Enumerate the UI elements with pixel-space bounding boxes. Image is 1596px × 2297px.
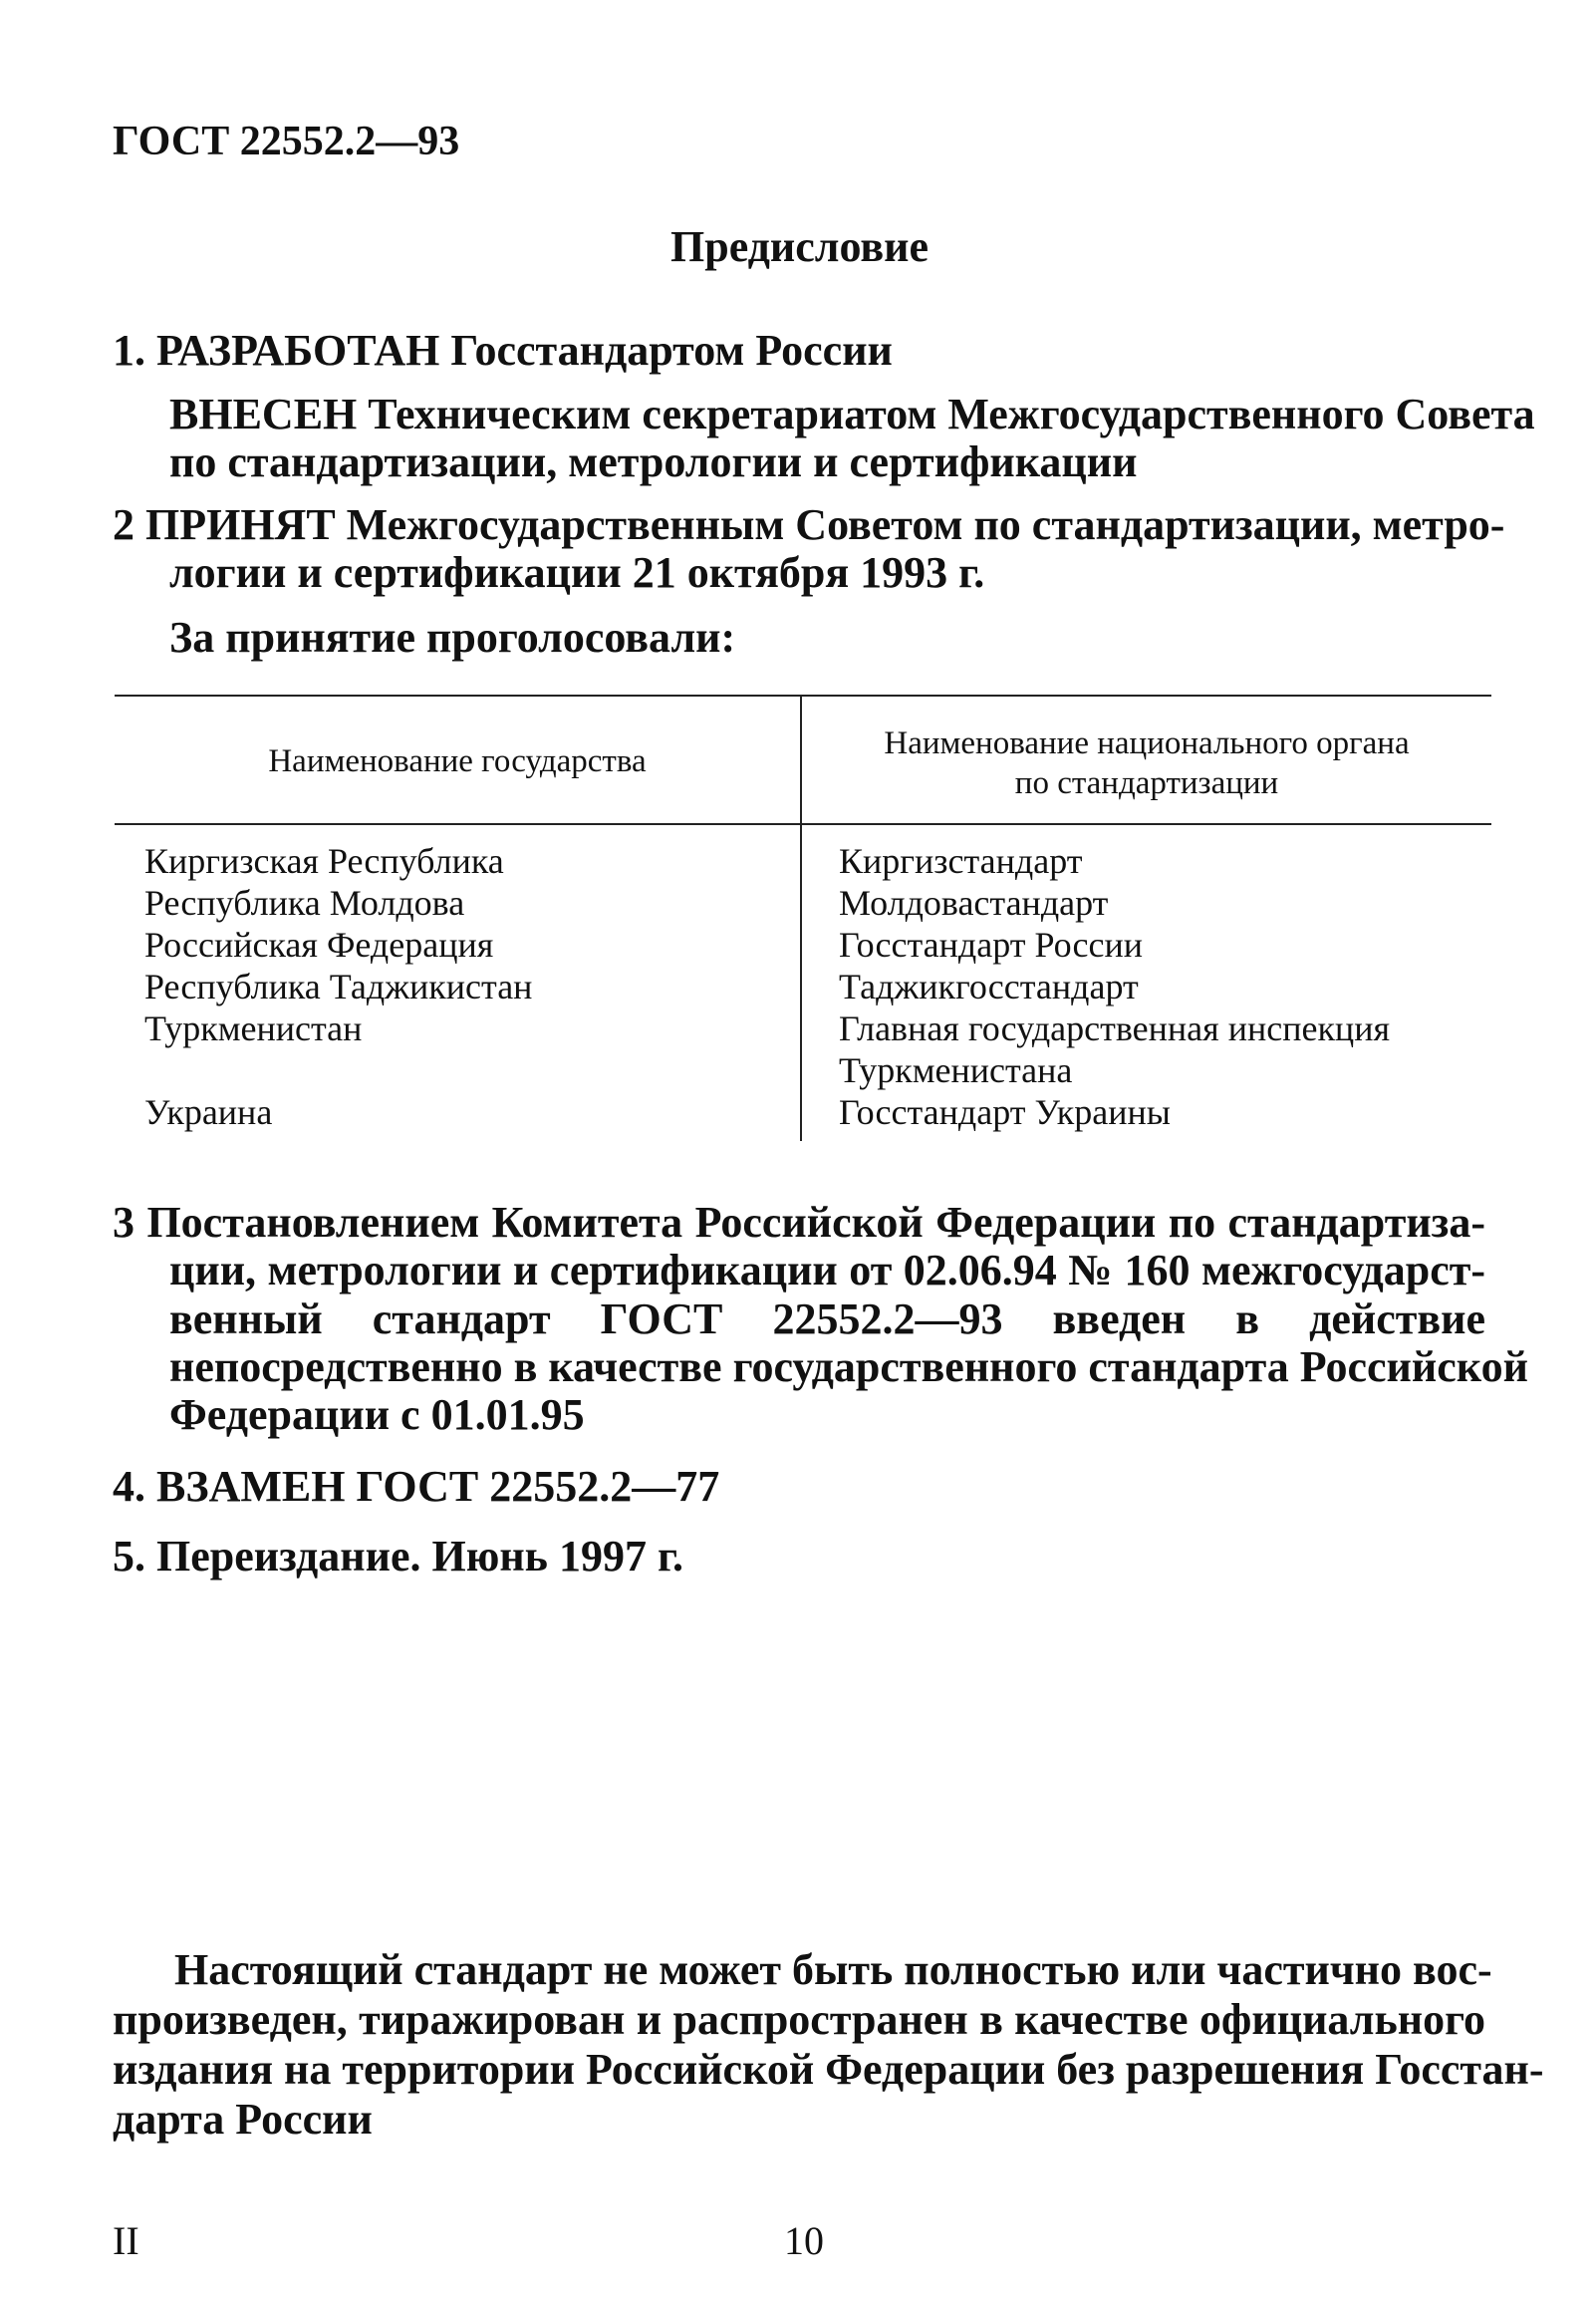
table-row-state: Украина xyxy=(144,1092,273,1132)
footer-page-number: 10 xyxy=(784,2218,824,2263)
item-3-word: ГОСТ 22552.2—93 xyxy=(600,1294,1003,1343)
footer-roman-numeral: II xyxy=(113,2218,139,2263)
item-3-line-5: Федерации с 01.01.95 xyxy=(169,1390,585,1439)
standard-code-header: ГОСТ 22552.2—93 xyxy=(113,119,460,164)
notice-line-2: произведен, тиражирован и распространен в качестве официального xyxy=(113,1995,1485,2044)
voted-heading: За принятие проголосовали: xyxy=(169,613,736,662)
preface-item-1: 1. РАЗРАБОТАН Госстандартом России xyxy=(113,326,893,375)
header-body-name xyxy=(802,724,1491,803)
item-3-line-2: ции, метрологии и сертификации от 02.06.94 № 160 межгосударст- xyxy=(169,1246,1485,1294)
introduced-line-1: ВНЕСЕН Техническим секретариатом Межгосударственного Совета xyxy=(169,390,1535,438)
preface-title: Предисловие xyxy=(670,222,930,271)
table-row-body: Молдовастандарт xyxy=(839,883,1109,923)
item-3-word: венный xyxy=(169,1294,323,1343)
header-state-name: Наименование государства xyxy=(268,743,647,779)
table-row-body: Киргизстандарт xyxy=(839,841,1083,881)
table-header-rule xyxy=(115,823,1491,825)
table-row-body: Туркменистана xyxy=(839,1050,1073,1090)
preface-item-2-line-2: логии и сертификации 21 октября 1993 г. xyxy=(169,548,985,597)
item-3-line-3 xyxy=(169,1294,1485,1343)
item-3-line-1: 3 Постановлением Комитета Российской Федерации по стандартиза- xyxy=(113,1198,1485,1247)
table-row-body: Главная государственная инспекция xyxy=(839,1008,1391,1048)
table-row-state: Республика Молдова xyxy=(144,883,465,923)
item-3-word: в xyxy=(1235,1294,1259,1343)
item-3-word: введен xyxy=(1052,1294,1187,1343)
states-column xyxy=(144,840,532,1133)
notice-line-4: дарта России xyxy=(113,2095,373,2144)
table-top-rule xyxy=(115,695,1491,697)
notice-line-1: Настоящий стандарт не может быть полностью или частично вос- xyxy=(174,1945,1492,1994)
table-row-state: Киргизская Республика xyxy=(144,841,504,881)
notice-line-3: издания на территории Российской Федерации без разрешения Госстан- xyxy=(113,2045,1544,2094)
table-row-body: Таджикгосстандарт xyxy=(839,967,1139,1006)
bodies-column xyxy=(839,840,1390,1133)
item-3-line-4: непосредственно в качестве государственного стандарта Российской xyxy=(169,1342,1528,1391)
table-row-body: Госстандарт Украины xyxy=(839,1092,1171,1132)
item-3-word: стандарт xyxy=(372,1294,551,1343)
table-row-state: Российская Федерация xyxy=(144,925,494,965)
item-4: 4. ВЗАМЕН ГОСТ 22552.2—77 xyxy=(113,1462,720,1511)
item-3-word: действие xyxy=(1309,1294,1485,1343)
table-row-body: Госстандарт России xyxy=(839,925,1143,965)
table-row-state: Республика Таджикистан xyxy=(144,967,533,1006)
header-body-name-line-2: по стандартизации xyxy=(1014,764,1279,801)
introduced-line-2: по стандартизации, метрологии и сертификации xyxy=(169,437,1138,486)
header-body-name-line-1: Наименование национального органа xyxy=(884,725,1410,761)
table-row-state: Туркменистан xyxy=(144,1008,363,1048)
item-5: 5. Переиздание. Июнь 1997 г. xyxy=(113,1532,683,1580)
table-row-state-empty xyxy=(144,1049,532,1091)
preface-item-2-line-1: 2 ПРИНЯТ Межгосударственным Советом по стандартизации, метро- xyxy=(113,500,1505,549)
